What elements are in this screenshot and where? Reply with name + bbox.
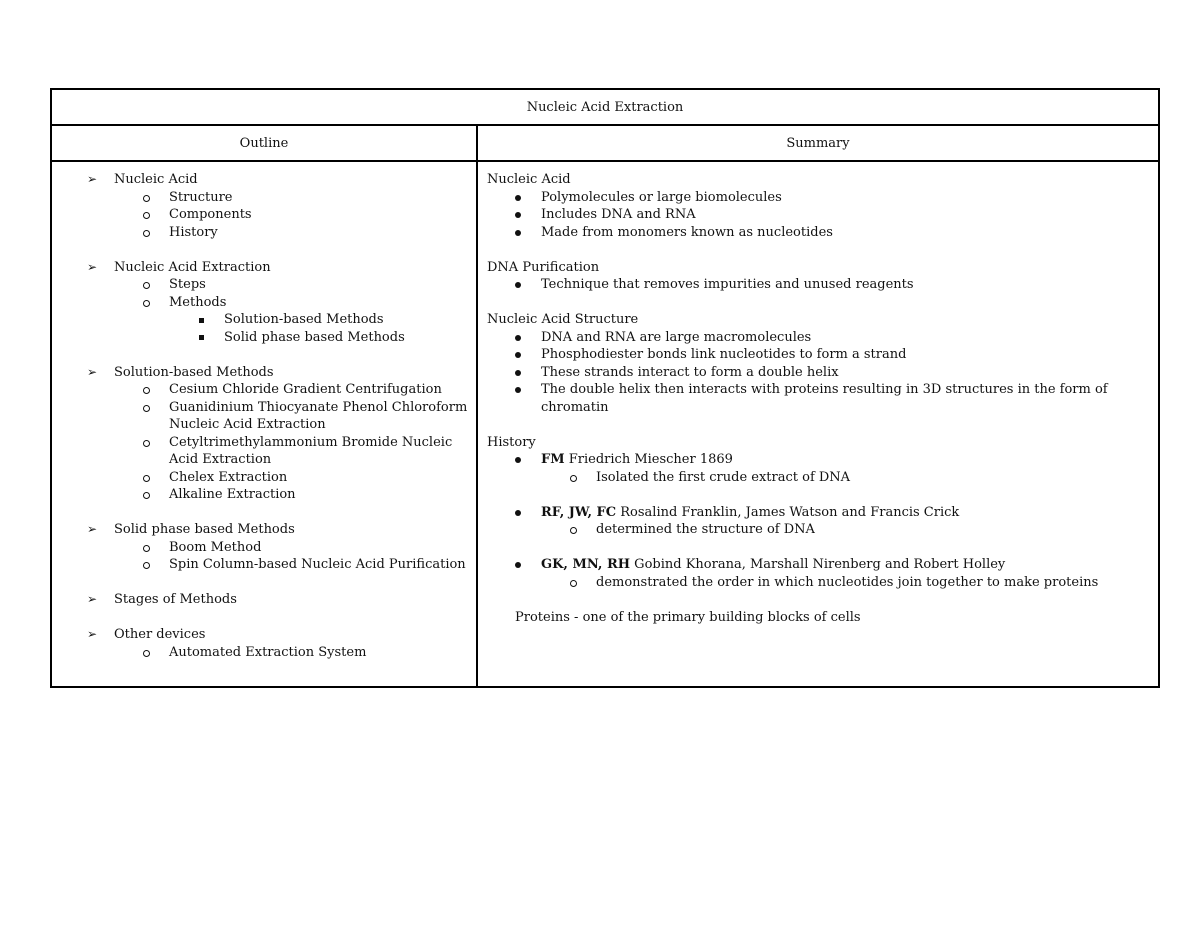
dot-bullet-icon	[515, 352, 521, 358]
outline-item-text: Cesium Chloride Gradient Centrifugation	[169, 382, 442, 397]
circle-bullet-icon	[143, 562, 150, 569]
arrow-bullet-icon: ➢	[87, 522, 98, 536]
circle-bullet-icon	[570, 527, 577, 534]
history-entry	[478, 451, 1158, 469]
circle-bullet-icon	[143, 230, 150, 237]
summary-item-text: Made from monomers known as nucleotides	[541, 224, 833, 240]
arrow-bullet-icon: ➢	[87, 627, 98, 641]
summary-heading-text: DNA Purification	[487, 259, 600, 275]
outline-item	[52, 486, 476, 504]
outline-item	[52, 469, 476, 487]
circle-bullet-icon	[143, 300, 150, 307]
square-bullet-icon	[199, 318, 204, 323]
history-detail	[478, 521, 1158, 539]
outline-item	[52, 539, 476, 557]
history-detail	[478, 469, 1158, 487]
dot-bullet-icon	[515, 195, 521, 201]
outline-subitem	[52, 329, 476, 347]
outline-section	[52, 521, 476, 539]
outline-item-text: Alkaline Extraction	[169, 487, 296, 502]
summary-heading-text: Nucleic Acid	[487, 172, 571, 187]
outline-item-text: Guanidinium Thiocyanate Phenol Chloroform	[169, 399, 468, 415]
table-title: Nucleic Acid Extraction	[52, 90, 1158, 126]
outline-item-continued	[52, 451, 476, 469]
outline-item	[52, 276, 476, 294]
dot-bullet-icon	[515, 230, 521, 236]
outline-item-text: Cetyltrimethylammonium Bromide Nucleic	[169, 434, 453, 450]
outline-subitem-text: Solid phase based Methods	[224, 329, 405, 345]
outline-section-title: Nucleic Acid Extraction	[114, 259, 271, 275]
summary-heading	[478, 311, 1158, 329]
outline-item-text: Spin Column-based Nucleic Acid Purification	[169, 557, 466, 572]
outline-item-text: History	[169, 224, 218, 240]
history-detail	[478, 574, 1158, 592]
dot-bullet-icon	[515, 282, 521, 288]
circle-bullet-icon	[570, 580, 577, 587]
circle-bullet-icon	[143, 475, 150, 482]
outline-item	[52, 294, 476, 312]
outline-item-text: Acid Extraction	[169, 452, 272, 467]
summary-item	[478, 329, 1158, 347]
outline-item-text: Chelex Extraction	[169, 469, 288, 485]
history-initials: RF, JW, FC	[541, 504, 617, 520]
summary-footer	[478, 609, 1158, 627]
circle-bullet-icon	[143, 440, 150, 447]
outline-section	[52, 364, 476, 382]
circle-bullet-icon	[143, 212, 150, 219]
header-row	[52, 126, 1158, 162]
history-entry	[478, 504, 1158, 522]
dot-bullet-icon	[515, 370, 521, 376]
body-row	[52, 162, 1158, 686]
outline-item-text: Nucleic Acid Extraction	[169, 417, 326, 432]
summary-item-text: chromatin	[541, 399, 609, 415]
outline-item	[52, 381, 476, 399]
dot-bullet-icon	[515, 335, 521, 341]
summary-item	[478, 276, 1158, 294]
circle-bullet-icon	[143, 545, 150, 552]
outline-item-text: Boom Method	[169, 539, 262, 555]
outline-subitem-text: Solution-based Methods	[224, 312, 384, 327]
dot-bullet-icon	[515, 212, 521, 218]
outline-column	[52, 162, 478, 686]
outline-item	[52, 434, 476, 452]
outline-item	[52, 189, 476, 207]
notes-table	[50, 88, 1160, 688]
history-initials: GK, MN, RH	[541, 557, 631, 572]
outline-item-text: Automated Extraction System	[169, 644, 367, 660]
arrow-bullet-icon: ➢	[87, 259, 98, 274]
circle-bullet-icon	[143, 492, 150, 499]
summary-item-text: Includes DNA and RNA	[541, 207, 696, 222]
history-entry-text	[541, 451, 733, 469]
dot-bullet-icon	[515, 562, 521, 568]
arrow-bullet-icon: ➢	[87, 592, 98, 606]
outline-section-title: Solution-based Methods	[114, 364, 274, 380]
outline-section-title: Nucleic Acid	[114, 172, 198, 187]
summary-item	[478, 224, 1158, 242]
outline-header: Outline	[52, 126, 478, 160]
outline-section	[52, 259, 476, 277]
summary-heading	[478, 434, 1158, 452]
outline-item-text: Steps	[169, 277, 206, 292]
history-detail-text: determined the structure of DNA	[596, 522, 815, 537]
circle-bullet-icon	[143, 195, 150, 202]
outline-item	[52, 224, 476, 242]
arrow-bullet-icon: ➢	[87, 172, 98, 186]
summary-item-text: The double helix then interacts with proteins resulting in 3D structures in the form of	[541, 382, 1108, 397]
outline-item	[52, 206, 476, 224]
summary-item-continued	[478, 399, 1158, 417]
outline-subitem	[52, 311, 476, 329]
outline-section	[52, 591, 476, 609]
summary-item-text: Polymolecules or large biomolecules	[541, 189, 782, 205]
outline-section-title: Solid phase based Methods	[114, 522, 295, 537]
summary-heading-text: Nucleic Acid Structure	[487, 312, 639, 327]
outline-section-title: Stages of Methods	[114, 592, 237, 607]
circle-bullet-icon	[143, 282, 150, 289]
summary-header: Summary	[786, 135, 850, 151]
summary-column	[478, 162, 1158, 686]
circle-bullet-icon	[143, 650, 150, 657]
summary-heading-text: History	[487, 434, 536, 450]
dot-bullet-icon	[515, 510, 521, 516]
history-names: Friedrich Miescher 1869	[564, 452, 733, 467]
circle-bullet-icon	[143, 387, 150, 394]
dot-bullet-icon	[515, 387, 521, 393]
dot-bullet-icon	[515, 457, 521, 463]
square-bullet-icon	[199, 335, 204, 340]
summary-item-text: Phosphodiester bonds link nucleotides to form a strand	[541, 347, 907, 362]
summary-item	[478, 189, 1158, 207]
history-entry-text	[541, 504, 959, 522]
history-detail-text: demonstrated the order in which nucleotides join together to make proteins	[596, 574, 1099, 590]
outline-item	[52, 399, 476, 417]
summary-footer-text: Proteins - one of the primary building blocks of cells	[515, 609, 861, 625]
outline-section	[52, 626, 476, 644]
summary-item-text: These strands interact to form a double helix	[541, 364, 839, 380]
outline-section-title: Other devices	[114, 627, 206, 642]
outline-item-text: Methods	[169, 294, 227, 310]
outline-item	[52, 556, 476, 574]
outline-item-text: Components	[169, 207, 252, 222]
history-initials: FM	[541, 452, 565, 467]
history-detail-text: Isolated the first crude extract of DNA	[596, 469, 851, 485]
outline-item-continued	[52, 416, 476, 434]
outline-item-text: Structure	[169, 189, 233, 205]
summary-item	[478, 364, 1158, 382]
outline-item	[52, 644, 476, 662]
summary-item	[478, 346, 1158, 364]
history-names: Gobind Khorana, Marshall Nirenberg and Robert Holley	[630, 557, 1006, 572]
outline-section	[52, 171, 476, 189]
summary-item	[478, 381, 1158, 399]
summary-heading	[478, 171, 1158, 189]
arrow-bullet-icon: ➢	[87, 364, 98, 379]
summary-heading	[478, 259, 1158, 277]
summary-item-text: Technique that removes impurities and unused reagents	[541, 277, 914, 292]
circle-bullet-icon	[143, 405, 150, 412]
summary-item	[478, 206, 1158, 224]
history-entry-text	[541, 556, 1005, 574]
summary-item-text: DNA and RNA are large macromolecules	[541, 329, 812, 345]
history-names: Rosalind Franklin, James Watson and Francis Crick	[616, 504, 960, 520]
history-entry	[478, 556, 1158, 574]
circle-bullet-icon	[570, 475, 577, 482]
